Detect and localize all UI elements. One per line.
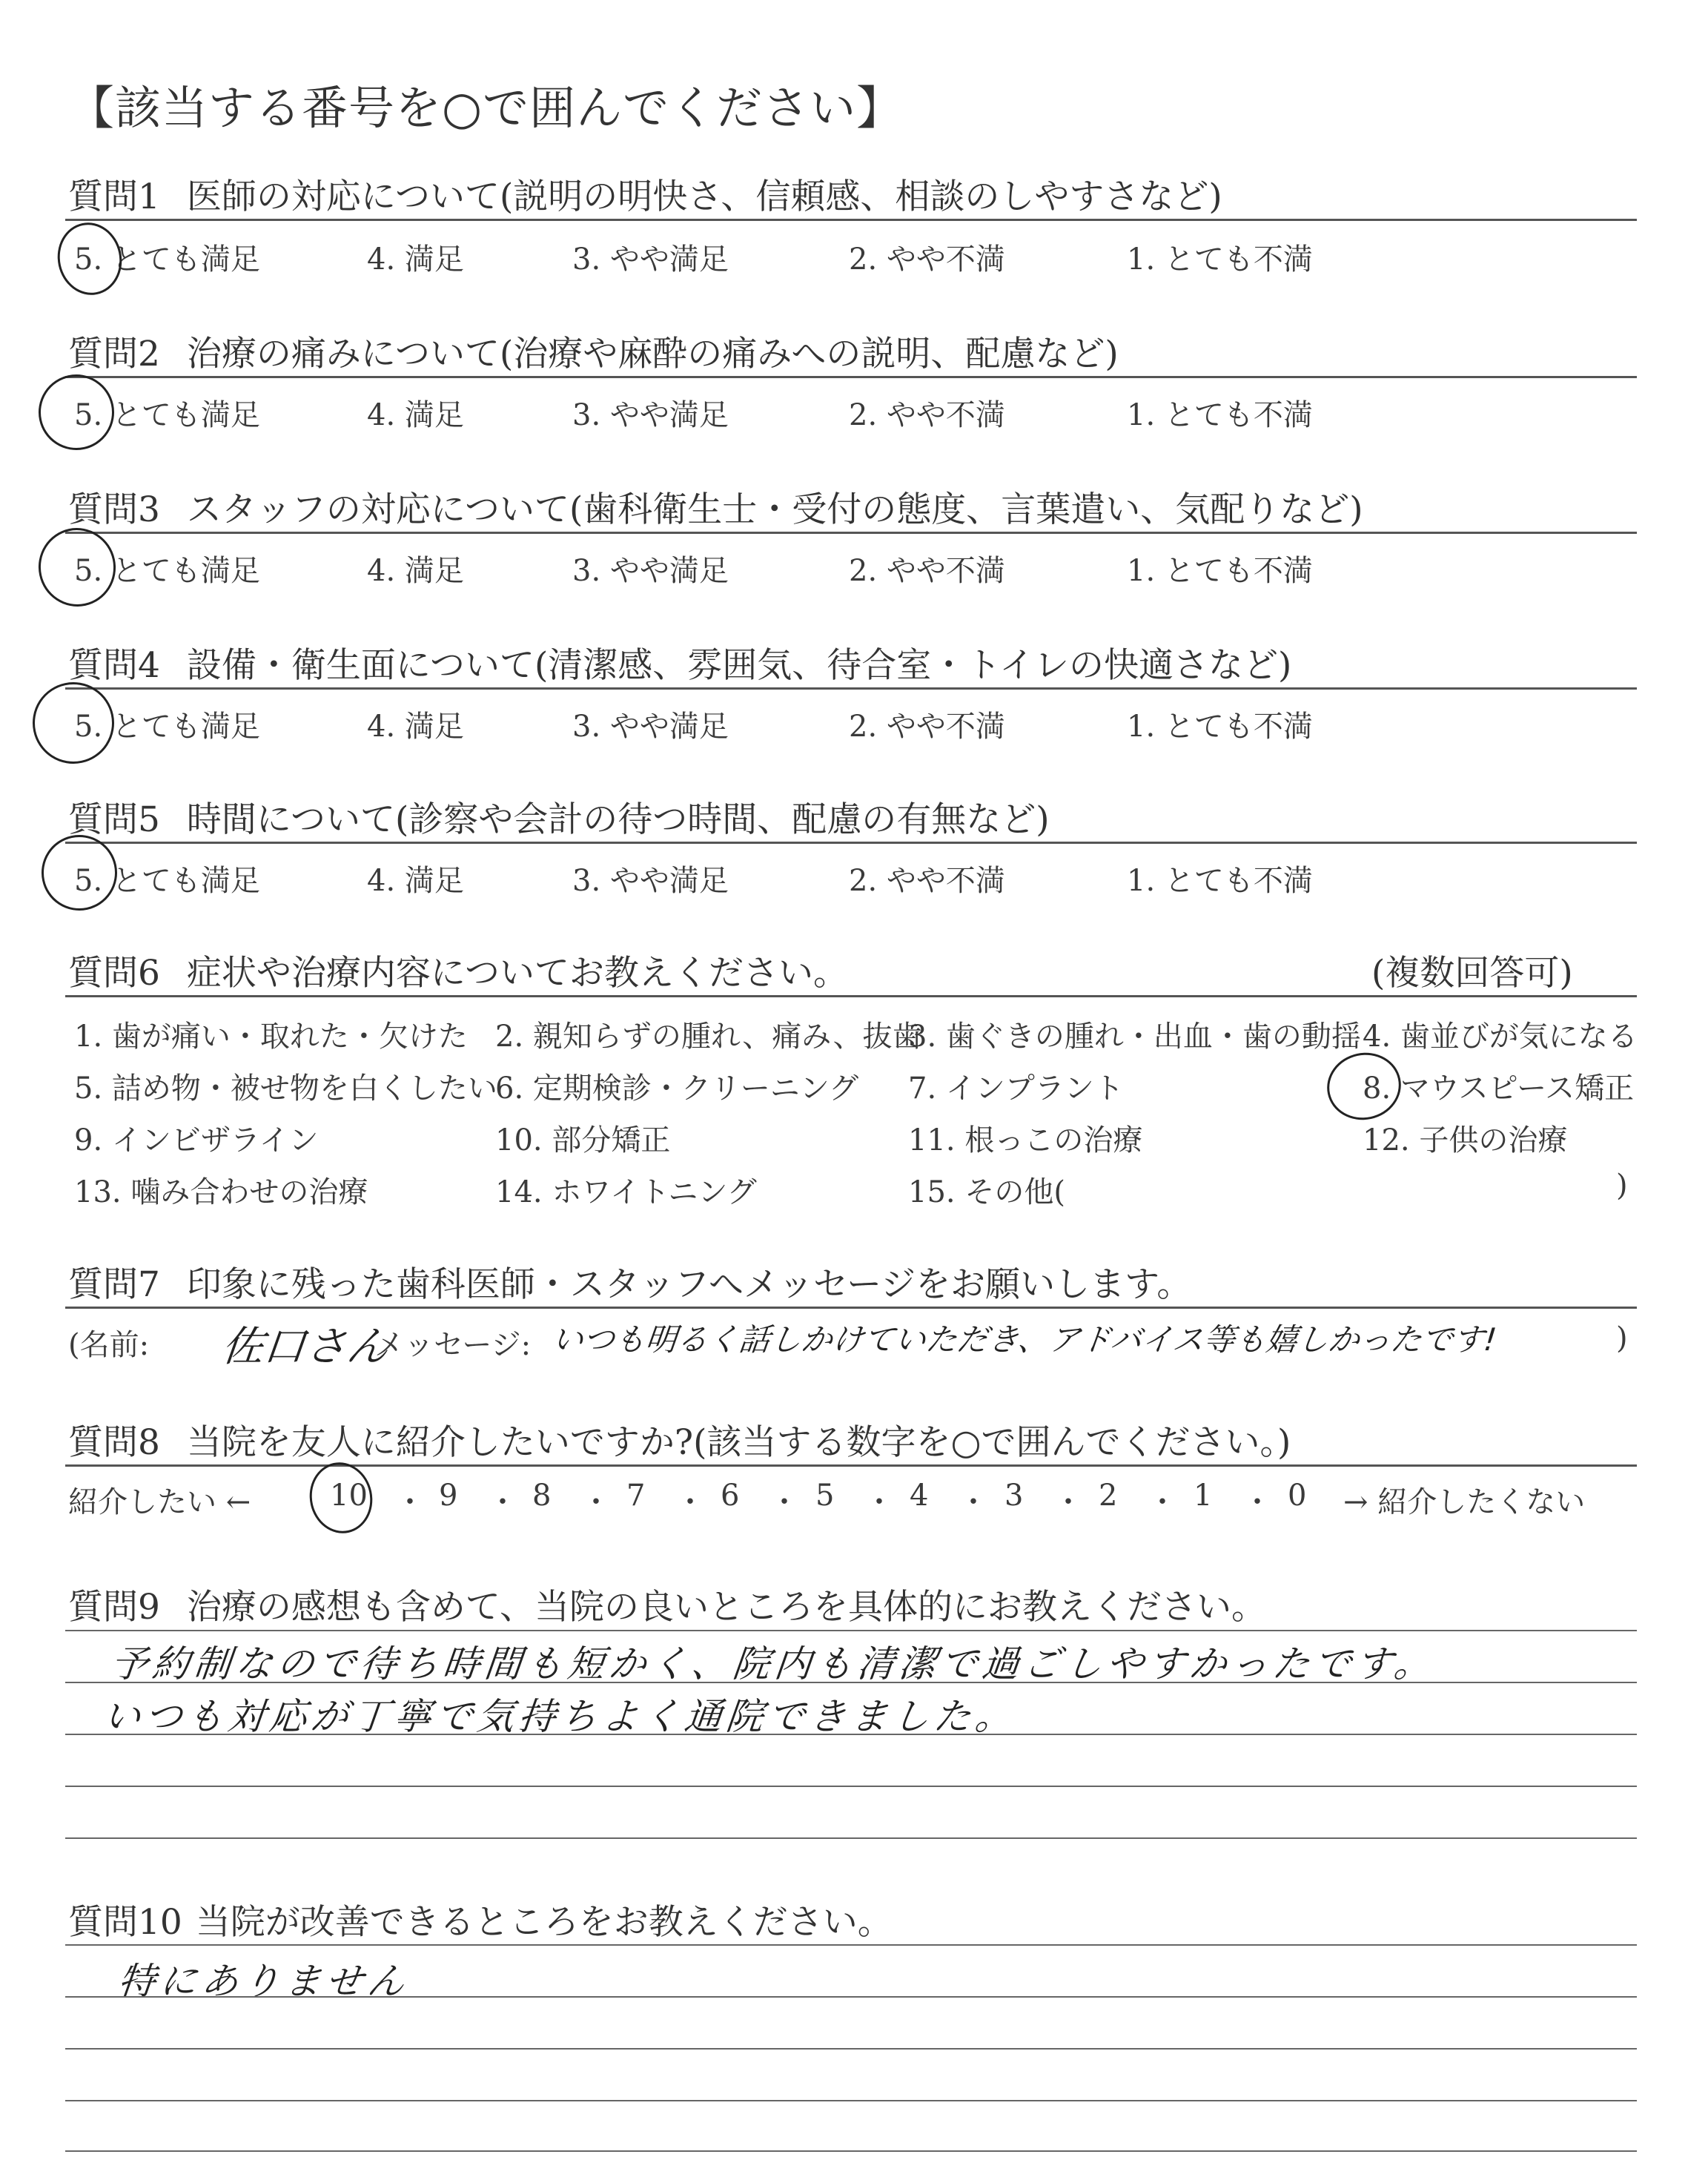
q9-title-row xyxy=(68,1579,1266,1629)
q6-option-15-close-paren: ) xyxy=(1616,1169,1628,1203)
q5-title: 時間について(診察や会計の待つ時間、配慮の有無など) xyxy=(186,799,1050,840)
q8-separator: ・ xyxy=(395,1485,425,1519)
q6-option-15[interactable]: 15. その他( xyxy=(908,1175,1065,1209)
q8-scale-3[interactable]: 3 xyxy=(1004,1479,1024,1513)
q6-option-9[interactable]: 9. インビザライン xyxy=(74,1123,319,1157)
q4-option-2[interactable]: 2. やや不満 xyxy=(849,710,1005,744)
page-header: 【該当する番号を○で囲んでください】 xyxy=(68,81,904,135)
q10-line-2 xyxy=(65,1996,1637,1998)
q7-message-handwritten[interactable]: いつも明るく話しかけていただき、アドバイス等も嬉しかったです! xyxy=(550,1321,1499,1358)
q10-line-4 xyxy=(65,2100,1637,2101)
q3-option-2[interactable]: 2. やや不満 xyxy=(849,554,1005,588)
q1-answer-circle xyxy=(51,217,128,301)
q10-answer-line-1[interactable]: 特にありません xyxy=(116,1960,411,2003)
q3-option-3[interactable]: 3. やや満足 xyxy=(572,554,729,588)
q8-scale-7[interactable]: 7 xyxy=(626,1479,646,1513)
q8-title: 当院を友人に紹介したいですか?(該当する数字を○で囲んでください。) xyxy=(186,1422,1291,1463)
q8-title-row xyxy=(68,1415,1291,1464)
q6-answer-circle xyxy=(1321,1046,1408,1127)
q6-option-2[interactable]: 2. 親知らずの腫れ、痛み、抜歯 xyxy=(495,1020,922,1054)
q10-line-3 xyxy=(65,2048,1637,2050)
q6-option-5[interactable]: 5. 詰め物・被せ物を白くしたい xyxy=(74,1071,497,1106)
q7-name-label: (名前: xyxy=(68,1328,150,1362)
q3-title: スタッフの対応について(歯科衛生士・受付の態度、言葉遣い、気配りなど) xyxy=(186,489,1363,530)
q8-right-label: → 紹介したくない xyxy=(1343,1485,1586,1519)
q8-scale-4[interactable]: 4 xyxy=(910,1479,929,1513)
q6-option-6[interactable]: 6. 定期検診・クリーニング xyxy=(495,1071,859,1106)
q4-rule xyxy=(65,687,1637,690)
q3-number: 質問3 xyxy=(68,489,160,530)
q6-option-4[interactable]: 4. 歯並びが気になる xyxy=(1363,1020,1638,1054)
q1-title: 医師の対応について(説明の明快さ、信頼感、相談のしやすさなど) xyxy=(186,176,1222,217)
q1-option-1[interactable]: 1. とても不満 xyxy=(1127,242,1313,277)
q6-option-12[interactable]: 12. 子供の治療 xyxy=(1363,1123,1568,1157)
q6-option-14[interactable]: 14. ホワイトニング xyxy=(495,1175,757,1209)
q8-scale-1[interactable]: 1 xyxy=(1194,1479,1213,1513)
q8-separator: ・ xyxy=(769,1485,799,1519)
q6-rule xyxy=(65,995,1637,997)
q6-multi-answer-note: (複数回答可) xyxy=(1371,953,1573,994)
q8-separator: ・ xyxy=(675,1485,705,1519)
q7-number: 質問7 xyxy=(68,1264,160,1305)
q8-separator: ・ xyxy=(488,1485,517,1519)
q6-option-8[interactable]: 8. マウスピース矯正 xyxy=(1363,1071,1635,1106)
q6-title: 症状や治療内容についてお教えください。 xyxy=(186,953,848,994)
q6-option-13[interactable]: 13. 噛み合わせの治療 xyxy=(74,1175,368,1209)
q5-option-4[interactable]: 4. 満足 xyxy=(367,864,464,898)
q7-rule xyxy=(65,1307,1637,1309)
q3-option-1[interactable]: 1. とても不満 xyxy=(1127,554,1313,588)
q7-title: 印象に残った歯科医師・スタッフへメッセージをお願いします。 xyxy=(186,1264,1192,1305)
q1-rule xyxy=(65,219,1637,221)
q2-option-2[interactable]: 2. やや不満 xyxy=(849,398,1005,432)
q10-title-row xyxy=(68,1895,893,1944)
q5-title-row xyxy=(68,792,1050,842)
q6-option-1[interactable]: 1. 歯が痛い・取れた・欠けた xyxy=(74,1020,468,1054)
q9-line-3 xyxy=(65,1734,1637,1735)
q6-title-row xyxy=(68,945,848,995)
q9-answer-line-1[interactable]: 予約制なので待ち時間も短かく、院内も清潔で過ごしやすかったです。 xyxy=(108,1642,1438,1685)
q2-title-row xyxy=(68,326,1119,376)
q8-separator: ・ xyxy=(864,1485,894,1519)
q8-scale-8[interactable]: 8 xyxy=(532,1479,552,1513)
q9-answer-line-2[interactable]: いつも対応が丁寧で気持ちよく通院できました。 xyxy=(101,1695,1019,1738)
q9-number: 質問9 xyxy=(68,1587,160,1628)
q2-answer-circle xyxy=(32,368,122,458)
q9-line-4 xyxy=(65,1786,1637,1787)
q8-separator: ・ xyxy=(1053,1485,1083,1519)
q8-scale-10[interactable]: 10 xyxy=(330,1479,368,1513)
q5-option-1[interactable]: 1. とても不満 xyxy=(1127,864,1313,898)
q5-rule xyxy=(65,842,1637,844)
q8-answer-circle xyxy=(303,1456,379,1539)
q2-option-4[interactable]: 4. 満足 xyxy=(367,398,464,432)
q3-option-4[interactable]: 4. 満足 xyxy=(367,554,464,588)
q8-scale-2[interactable]: 2 xyxy=(1099,1479,1118,1513)
q2-rule xyxy=(65,376,1637,378)
q6-number: 質問6 xyxy=(68,953,160,994)
q9-title: 治療の感想も含めて、当院の良いところを具体的にお教えください。 xyxy=(186,1587,1266,1628)
q3-title-row xyxy=(68,482,1363,532)
q5-option-3[interactable]: 3. やや満足 xyxy=(572,864,729,898)
q8-scale-6[interactable]: 6 xyxy=(721,1479,740,1513)
q2-option-5[interactable]: 5. とても満足 xyxy=(74,398,260,432)
q4-number: 質問4 xyxy=(68,645,160,686)
q10-title: 当院が改善できるところをお教えください。 xyxy=(195,1902,893,1943)
q8-scale-0[interactable]: 0 xyxy=(1288,1479,1307,1513)
q7-close-paren: ) xyxy=(1616,1321,1628,1355)
q7-title-row xyxy=(68,1257,1191,1307)
q8-separator: ・ xyxy=(959,1485,988,1519)
q1-option-3[interactable]: 3. やや満足 xyxy=(572,242,729,277)
q9-line-1 xyxy=(65,1630,1637,1631)
q1-title-row xyxy=(68,169,1222,219)
q6-option-10[interactable]: 10. 部分矯正 xyxy=(495,1123,671,1157)
q1-number: 質問1 xyxy=(68,176,160,217)
q8-separator: ・ xyxy=(581,1485,611,1519)
q5-option-2[interactable]: 2. やや不満 xyxy=(849,864,1005,898)
q6-option-11[interactable]: 11. 根っこの治療 xyxy=(908,1123,1143,1157)
q3-answer-circle xyxy=(31,521,123,613)
q1-option-5[interactable]: 5. とても満足 xyxy=(74,242,260,277)
q3-option-5[interactable]: 5. とても満足 xyxy=(74,554,260,588)
q10-number: 質問10 xyxy=(68,1902,182,1943)
q10-line-5 xyxy=(65,2150,1637,2152)
q4-option-4[interactable]: 4. 満足 xyxy=(367,710,464,744)
q7-message-label: メッセージ: xyxy=(374,1328,532,1362)
q2-title: 治療の痛みについて(治療や麻酔の痛みへの説明、配慮など) xyxy=(186,334,1119,374)
q1-option-4[interactable]: 4. 満足 xyxy=(367,242,464,277)
q4-option-1[interactable]: 1. とても不満 xyxy=(1127,710,1313,744)
q8-separator: ・ xyxy=(1148,1485,1177,1519)
q8-scale-5[interactable]: 5 xyxy=(815,1479,835,1513)
q6-option-3[interactable]: 3. 歯ぐきの腫れ・出血・歯の動揺 xyxy=(908,1020,1361,1054)
q8-left-label: 紹介したい ← xyxy=(68,1485,251,1519)
q6-option-7[interactable]: 7. インプラント xyxy=(908,1071,1124,1106)
q9-line-5 xyxy=(65,1837,1637,1839)
q2-option-1[interactable]: 1. とても不満 xyxy=(1127,398,1313,432)
q2-number: 質問2 xyxy=(68,334,160,374)
q3-rule xyxy=(65,532,1637,534)
q4-option-3[interactable]: 3. やや満足 xyxy=(572,710,729,744)
q2-option-3[interactable]: 3. やや満足 xyxy=(572,398,729,432)
q4-title: 設備・衛生面について(清潔感、雰囲気、待合室・トイレの快適さなど) xyxy=(186,645,1292,686)
q9-line-2 xyxy=(65,1682,1637,1683)
q8-scale-9[interactable]: 9 xyxy=(439,1479,458,1513)
q10-line-1 xyxy=(65,1944,1637,1946)
q8-rule xyxy=(65,1464,1637,1467)
q8-separator: ・ xyxy=(1242,1485,1272,1519)
q4-option-5[interactable]: 5. とても満足 xyxy=(74,710,260,744)
q4-title-row xyxy=(68,638,1291,687)
q1-option-2[interactable]: 2. やや不満 xyxy=(849,242,1005,277)
q5-option-5[interactable]: 5. とても満足 xyxy=(74,864,260,898)
q8-number: 質問8 xyxy=(68,1422,160,1463)
q5-number: 質問5 xyxy=(68,799,160,840)
q7-name-handwritten[interactable]: 佐口さん xyxy=(219,1323,391,1371)
